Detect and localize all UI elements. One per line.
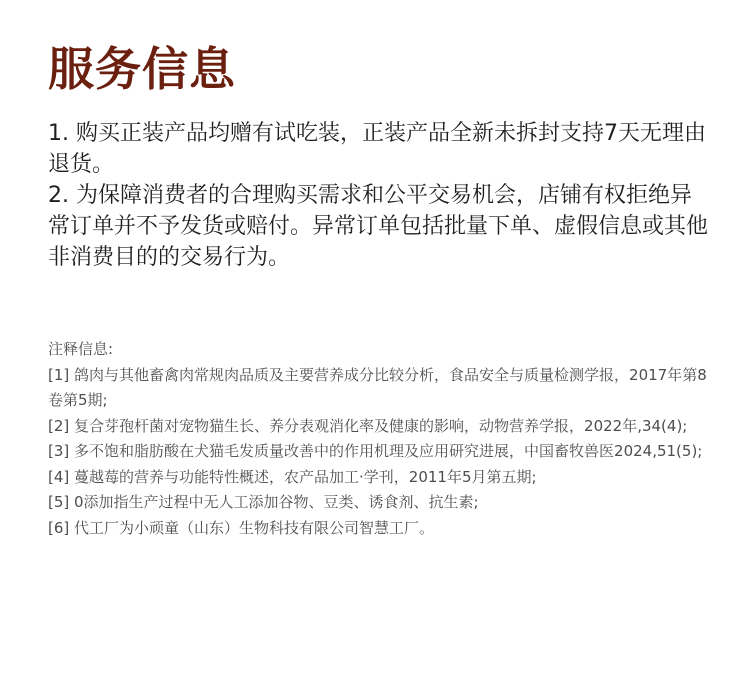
footnote-5: [5] 0添加指生产过程中无人工添加谷物、豆类、诱食剂、抗生素; bbox=[48, 493, 479, 511]
service-term-1: 1. 购买正装产品均赠有试吃装，正装产品全新未拆封支持7天无理由退货。 bbox=[48, 121, 706, 177]
footnote-4: [4] 蔓越莓的营养与功能特性概述，农产品加工·学刊，2011年5月第五期; bbox=[48, 467, 537, 486]
footnote-6: [6] 代工厂为小顽童（山东）生物科技有限公司智慧工厂。 bbox=[48, 518, 435, 537]
footnote-2: [2] 复合芽孢杆菌对宠物猫生长、养分表观消化率及健康的影响，动物营养学报，2022年,34(4); bbox=[48, 416, 688, 435]
footnote-3: [3] 多不饱和脂肪酸在犬猫毛发质量改善中的作用机理及应用研究进展，中国畜牧兽医2024,51(5); bbox=[48, 442, 703, 460]
footnote-1: [1] 鸽肉与其他畜禽肉常规肉品质及主要营养成分比较分析，食品安全与质量检测学报，2017年第8卷第5期; bbox=[48, 365, 707, 409]
footnotes bbox=[48, 337, 708, 541]
footnotes-heading: 注释信息: bbox=[48, 340, 114, 358]
service-terms bbox=[48, 118, 708, 273]
service-term-2: 2. 为保障消费者的合理购买需求和公平交易机会，店铺有权拒绝异常订单并不予发货或赔付。异常订单包括批量下单、虚假信息或其他非消费目的的交易行为。 bbox=[48, 183, 709, 270]
page-title: 服务信息 bbox=[48, 42, 236, 96]
